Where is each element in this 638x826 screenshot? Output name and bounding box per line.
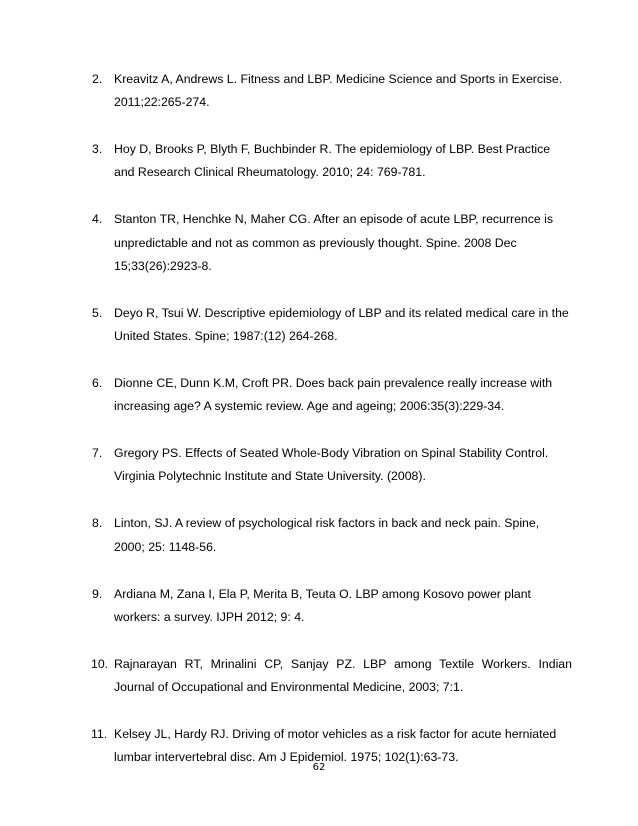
reference-number: 6.: [92, 376, 103, 391]
reference-item: [92, 138, 572, 184]
reference-number: 3.: [92, 142, 103, 157]
reference-number: 5.: [92, 305, 103, 320]
reference-number: 10.: [91, 656, 109, 671]
reference-text: Stanton TR, Henchke N, Maher CG. After an episode of acute LBP, recurrence is unpredictable and not as common as previously thought. Spine. 2008 Dec 15;33(26):2923-8.: [114, 212, 554, 273]
reference-number: 11.: [91, 727, 108, 742]
reference-number: 2.: [92, 72, 103, 86]
reference-text: Linton, SJ. A review of psychological risk factors in back and neck pain. Spine, 2000; 25: 1148-56.: [114, 516, 540, 554]
reference-item: [92, 68, 572, 114]
reference-list: [92, 68, 572, 793]
reference-number: 4.: [92, 212, 103, 227]
reference-number: 9.: [92, 586, 103, 601]
reference-item: [92, 512, 572, 558]
reference-text: Dionne CE, Dunn K.M, Croft PR. Does back pain prevalence really increase with increasing age? A systemic review. Age and ageing; 2006:35(3):229-34.: [114, 376, 553, 414]
reference-item: [92, 653, 572, 699]
reference-item: [92, 208, 572, 278]
reference-item: [92, 583, 572, 629]
reference-number: 7.: [92, 446, 103, 461]
reference-number: 8.: [92, 516, 103, 531]
reference-item: [92, 442, 572, 488]
reference-text: Kreavitz A, Andrews L. Fitness and LBP. Medicine Science and Sports in Exercise. 2011;22:265-274.: [114, 72, 563, 110]
reference-text: Kelsey JL, Hardy RJ. Driving of motor vehicles as a risk factor for acute herniated lumbar intervertebral disc. Am J Epidemiol. 1975; 102(1):63-73.: [114, 727, 557, 765]
reference-item: [92, 372, 572, 418]
reference-text: Gregory PS. Effects of Seated Whole-Body Vibration on Spinal Stability Control. Virginia Polytechnic Institute and State University. (2008).: [114, 446, 549, 484]
reference-text: Hoy D, Brooks P, Blyth F, Buchbinder R. The epidemiology of LBP. Best Practice and Research Clinical Rheumatology. 2010; 24: 769-781.: [114, 142, 551, 180]
reference-item: [92, 302, 572, 348]
page-number: 62: [312, 762, 326, 773]
reference-text: Deyo R, Tsui W. Descriptive epidemiology of LBP and its related medical care in the United States. Spine; 1987:(12) 264-268.: [114, 305, 569, 344]
reference-text: Rajnarayan RT, Mrinalini CP, Sanjay PZ. LBP among Textile Workers. Indian Journal of Occupational and Environmental Medicine, 2003; 7:1.: [114, 656, 572, 695]
reference-text: Ardiana M, Zana I, Ela P, Merita B, Teuta O. LBP among Kosovo power plant workers: a survey. IJPH 2012; 9: 4.: [114, 586, 531, 624]
